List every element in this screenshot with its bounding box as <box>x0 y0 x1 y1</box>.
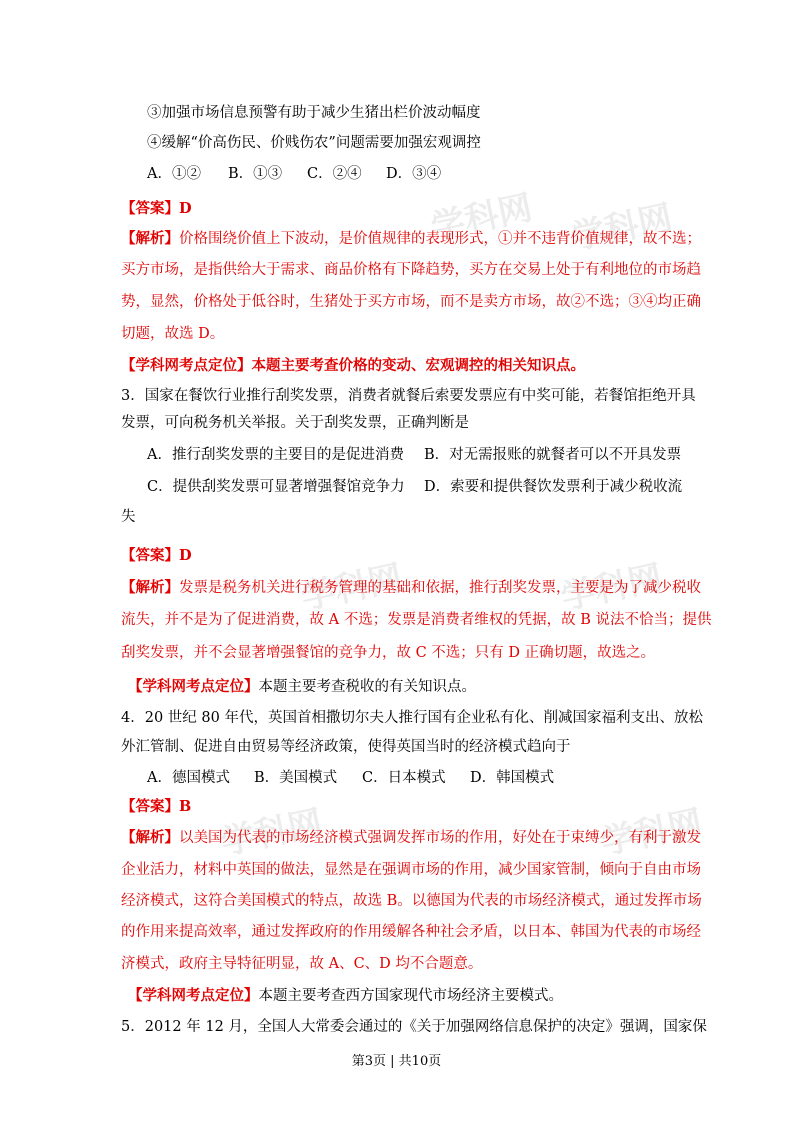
watermark-logo: 学科网 <box>557 557 666 619</box>
q2-option-d: D．③④ <box>386 166 442 182</box>
answer-label: 【答案】 <box>121 547 179 564</box>
q2-option-c: C．②④ <box>307 166 362 182</box>
q3-option-c: C．提供刮奖发票可显著增强餐馆竞争力 <box>147 479 405 495</box>
q4-knowledge-point <box>128 986 563 1006</box>
q3-answer <box>121 546 192 566</box>
analysis-text: 价格围绕价值上下波动，是价值规律的表现形式，①并不违背价值规律，故不选； <box>179 231 701 247</box>
q3-knowledge-point <box>128 677 476 697</box>
q3-option-d: D．索要和提供餐饮发票利于减少税收流 <box>424 479 683 495</box>
q3-analysis-line-3: 刮奖发票，并不会显著增强餐馆的竞争力，故 C 不选；只有 D 正确切题，故选之。 <box>121 645 656 661</box>
watermark-logo: 学科网 <box>297 557 406 619</box>
q4-option-b: B．美国模式 <box>254 770 338 786</box>
point-label: 【学科网考点定位】 <box>121 357 252 374</box>
analysis-text: 以美国为代表的市场经济模式强调发挥市场的作用，好处在于束缚少，有利于激发 <box>179 830 701 846</box>
analysis-label: 【解析】 <box>121 829 179 846</box>
q3-stem-line-2: 发票，可向税务机关举报。关于刮奖发票，正确判断是 <box>121 415 469 431</box>
q4-option-c: C．日本模式 <box>362 770 446 786</box>
answer-value: D <box>179 200 192 217</box>
q4-analysis-line-2: 企业活力，材料中英国的做法，显然是在强调市场的作用，减少国家管制，倾向于自由市场 <box>121 862 701 878</box>
q3-option-wrap: 失 <box>121 509 136 525</box>
q4-analysis-line-5: 济模式，政府主导特征明显，故 A、C、D 均不合题意。 <box>121 956 483 972</box>
q4-answer <box>121 797 191 817</box>
q4-analysis-line-3: 经济模式，这符合美国模式的特点，故选 B。以德国为代表的市场经济模式，通过发挥市场 <box>121 893 702 909</box>
q2-analysis-line-4: 切题，故选 D。 <box>121 326 225 342</box>
q2-analysis-line-2: 买方市场，是指供给大于需求、商品价格有下降趋势，买方在交易上处于有利地位的市场趋 <box>121 262 701 278</box>
q3-analysis-line-2: 流失，并不是为了促进消费，故 A 不选；发票是消费者维权的凭据，故 B 说法不恰当；提供 <box>121 612 712 628</box>
q2-option-b: B．①③ <box>228 166 283 182</box>
point-text: 本题主要考查西方国家现代市场经济主要模式。 <box>258 988 563 1004</box>
q4-option-d: D．韩国模式 <box>470 770 555 786</box>
answer-value: B <box>179 798 192 815</box>
answer-label: 【答案】 <box>121 798 179 815</box>
q3-option-b: B．对无需报账的就餐者可以不开具发票 <box>424 447 682 463</box>
q2-answer <box>121 199 192 219</box>
q5-stem-line-1: 5．2012 年 12 月，全国人大常委会通过的《关于加强网络信息保护的决定》强调，国家保 <box>121 1019 707 1035</box>
watermark-logo: 学科网 <box>567 197 676 259</box>
point-label: 【学科网考点定位】 <box>128 678 259 695</box>
answer-value: D <box>179 547 192 564</box>
q2-knowledge-point <box>121 356 585 376</box>
q3-option-a: A．推行刮奖发票的主要目的是促进消费 <box>147 447 404 463</box>
point-text: 本题主要考查税收的有关知识点。 <box>258 679 476 695</box>
point-text: 本题主要考查价格的变动、宏观调控的相关知识点。 <box>251 357 585 374</box>
q4-analysis-line-1 <box>121 828 701 848</box>
watermark-logo: 学科网 <box>427 187 536 249</box>
q3-stem-line-1: 3．国家在餐饮行业推行刮奖发票，消费者就餐后索要发票应有中奖可能，若餐馆拒绝开具 <box>121 388 696 404</box>
q4-stem-line-2: 外汇管制、促进自由贸易等经济政策，使得英国当时的经济模式趋向于 <box>121 739 571 755</box>
page-footer: 第3页 | 共10页 <box>351 1054 442 1069</box>
watermark-logo: 学科网 <box>597 802 706 864</box>
q2-option-a: A．①② <box>147 166 201 182</box>
q4-analysis-line-4: 的作用来提高效率，通过发挥政府的作用缓解各种社会矛盾，以日本、韩国为代表的市场经 <box>121 924 701 940</box>
q2-analysis-line-1 <box>121 229 701 249</box>
answer-label: 【答案】 <box>121 200 179 217</box>
q2-analysis-line-3: 势，显然，价格处于低谷时，生猪处于买方市场，而不是卖方市场，故②不选；③④均正确 <box>121 294 701 310</box>
statement-3: ③加强市场信息预警有助于减少生猪出栏价波动幅度 <box>147 105 481 121</box>
watermark-logo: 学科网 <box>217 802 326 864</box>
q4-stem-line-1: 4．20 世纪 80 年代，英国首相撒切尔夫人推行国有企业私有化、削减国家福利支出、放松 <box>121 710 703 726</box>
analysis-label: 【解析】 <box>121 579 179 596</box>
q4-option-a: A．德国模式 <box>147 770 230 786</box>
point-label: 【学科网考点定位】 <box>128 987 259 1004</box>
statement-4: ④缓解“价高伤民、价贱伤农”问题需要加强宏观调控 <box>147 135 481 151</box>
analysis-label: 【解析】 <box>121 230 179 247</box>
analysis-text: 发票是税务机关进行税务管理的基础和依据，推行刮奖发票，主要是为了减少税收 <box>179 580 701 596</box>
q3-analysis-line-1 <box>121 578 701 598</box>
